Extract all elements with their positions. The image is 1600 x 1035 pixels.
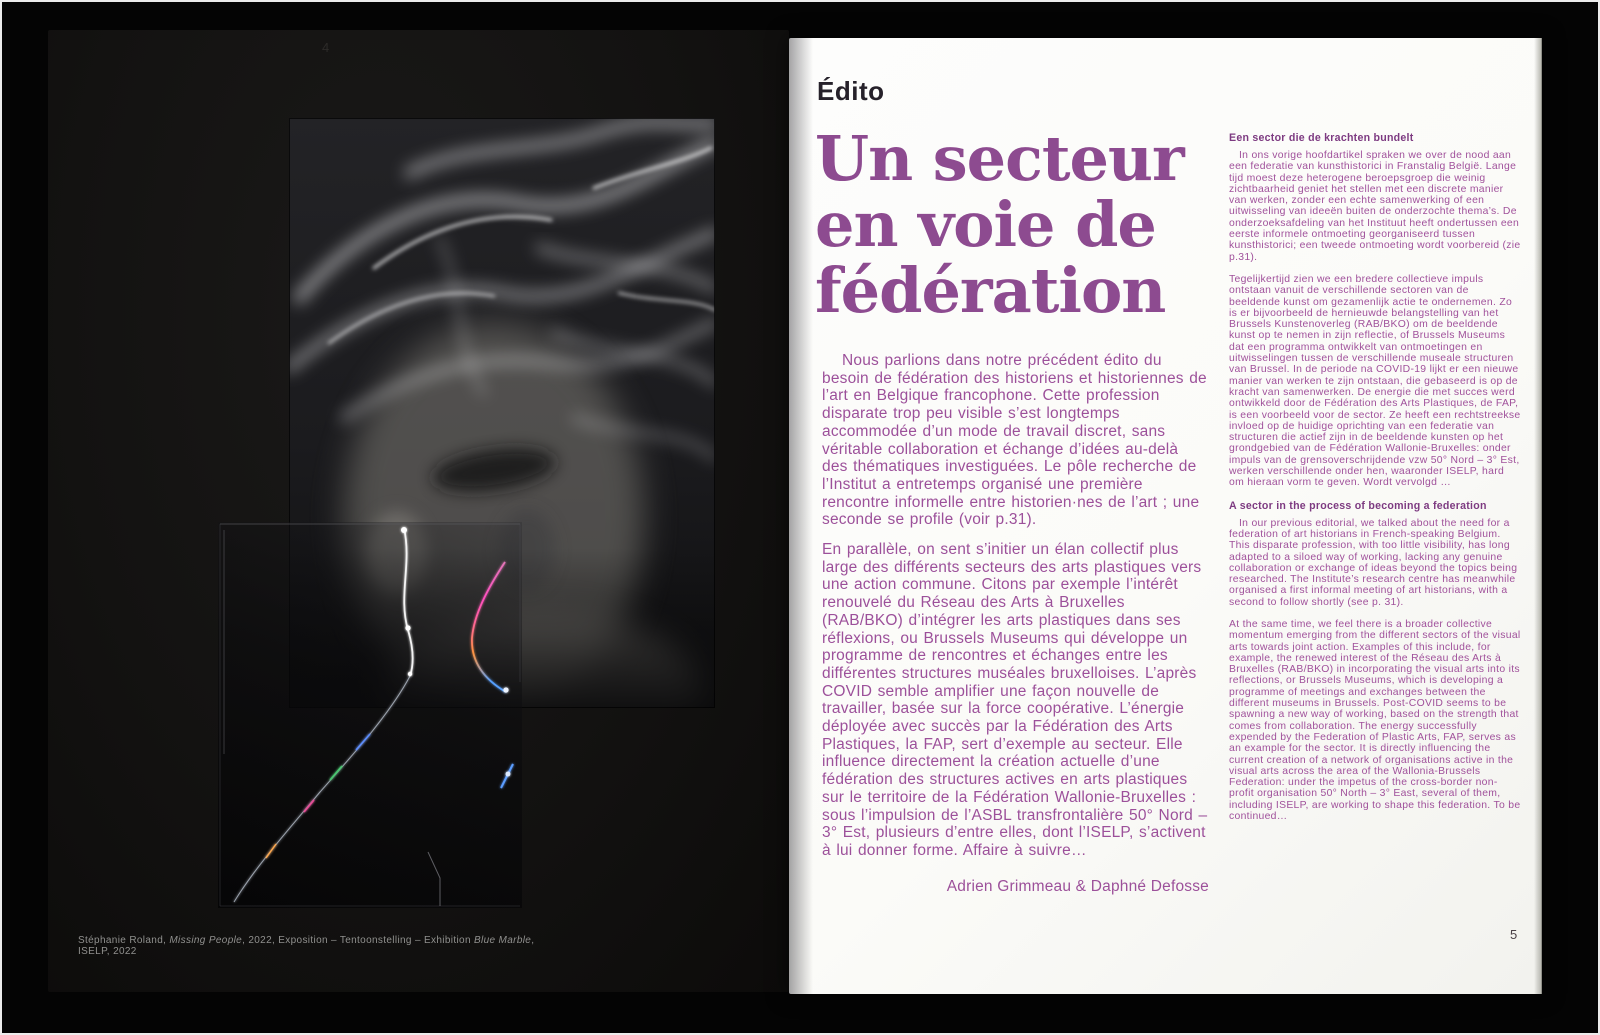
page-stack-edge — [1534, 38, 1542, 994]
article-title — [815, 122, 1235, 327]
english-paragraph-2: At the same time, we feel there is a broader collective momentum emerging from the different sectors of the visual arts towards joint action. Examples of this include, for example, the renewed interest of the Réseau des Arts à Bruxelles (RAB/BKO) in incorporating the visual arts into its reflections, or Brussels Museums, which is developing a programme of meetings and exchanges between the different museums in Brussels. Post-COVID seems to be spawning a new way of working, based on the strength that comes from collaboration. The energy successfully expended by the Federation of Plastic Arts, FAP, serves as an example for the sector. It is directly influencing the current creation of a network of organisations active in the visual arts across the area of the Wallonia-Brussels Federation: under the impetus of the cross-border non-profit organisation 50° North – 3° East, several of them, including ISELP, are working to shape this federation. To be continued… — [1229, 618, 1521, 823]
caption-middle: , 2022, Exposition – Tentoonstelling – Exhibition — [242, 935, 474, 946]
left-page-number: 4 — [322, 40, 330, 55]
french-column — [822, 352, 1209, 896]
title-line-2: en voie de — [815, 188, 1156, 261]
prismatic-cracks — [218, 522, 522, 908]
french-paragraph-2: En parallèle, on sent s’initier un élan collectif plus large des différents secteurs des arts plastiques vers une action commune. Citons par exemple l’intérêt renouvelé du Réseau des Arts à Bruxelles (RAB/BKO) d’intégrer les arts plastiques dans ses réflexions, ou Brussels Museums qui développe un programme de rencontres et échanges entre les différentes structures muséales bruxelloises. L’après COVID semble amplifier une façon nouvelle de travailler, basée sur la force coopérative. L’énergie déployée avec succès par la Fédération des Arts Plastiques, la FAP, sert d’exemple au secteur. Elle influence directement la création actuelle d’une fédération des structures actives en arts plastiques sur le territoire de la Fédération Wallonie-Bruxelles : sous l’impulsion de l’ASBL transfrontalière 50° Nord – 3° Est, plusieurs d’entre elles, dont l’ISELP, s’activent à lui donner forme. Affaire à suivre… — [822, 541, 1208, 859]
dutch-paragraph-1: In ons vorige hoofdartikel spraken we over de nood aan een federatie van kunsthistorici in Franstalig België. Lange tijd moest deze heterogene beroepsgroep die weinig zichtbaarheid geniet het stellen met een discrete manier van werken, zonder een echte samenwerking of een uitwisseling van ideeën buiten de onderzochte thema’s. De onderzoeksafdeling van het Instituut heeft ondertussen een eerste informele ontmoeting georganiseerd tussen kunsthistorici; een tweede ontmoeting wordt voorbereid (zie p.31). — [1229, 150, 1521, 263]
section-kicker: Édito — [817, 76, 885, 106]
cracked-glass-pane — [218, 522, 522, 908]
left-page — [48, 30, 789, 992]
title-line-1: Un secteur — [815, 122, 1184, 195]
dutch-paragraph-2: Tegelijkertijd zien we een bredere collectieve impuls ontstaan vanuit de verschillende sectoren van de beeldende kunst om gezamenlijk actie te ondernemen. Zo is er bijvoorbeeld de hernieuwde belangstelling van het Brussels Kunstenoverleg (RAB/BKO) om de beeldende kunst op te nemen in zijn reflectie, of Brussels Museums dat een programma ontwikkelt van ontmoetingen en uitwisselingen tussen de verschillende museale structuren van Brussel. In de periode na COVID-19 lijkt er een nieuwe manier van werken te zijn ontstaan, die gebaseerd is op de kracht van samenwerken. De energie die met succes werd ontwikkeld door de Fédération des Arts Plastiques, de FAP, is een voorbeeld voor de sector. Ze heeft een rechtstreekse invloed op de huidige oprichting van een federatie van structuren die actief zijn in de beeldende kunsten op het grondgebied van de Fédération Wallonie-Bruxelles: onder impuls van de grensoverschrijdende vzw 50° Nord – 3° Est, werken verschillende onder hen, waaronder ISELP, hard om hieraan vorm te geven. Wordt vervolgd … — [1229, 273, 1521, 489]
artwork-caption — [78, 935, 558, 957]
byline: Adrien Grimmeau & Daphné Defosse — [946, 877, 1209, 895]
english-heading: A sector in the process of becoming a federation — [1229, 499, 1487, 512]
right-page — [789, 38, 1542, 994]
translation-column — [1229, 132, 1521, 833]
right-page-number: 5 — [1510, 927, 1518, 942]
french-paragraph-1: Nous parlions dans notre précédent édito du besoin de fédération des historiens et historiennes de l’art en Belgique francophone. Cette profession disparate trop peu visible s’est longtemps accommodée d’un mode de travail discret, sans véritable collaboration et échange d’idées au-delà des thématiques investiguées. Le pôle recherche de l’Institut a entretemps organisé une première rencontre informelle entre historien·nes de l’art ; une seconde se profile (voir p.31). — [822, 352, 1207, 529]
caption-work-title: Missing People — [169, 935, 243, 946]
title-line-3: fédération — [815, 254, 1166, 327]
english-paragraph-1: In our previous editorial, we talked about the need for a federation of art historians in French-speaking Belgium. This disparate profession, with too little visibility, has long adapted to a siloed way of working, lacking any genuine collaboration or exchange of ideas beyond the topics being researched. The Institute’s research centre has meanwhile organised a first informal meeting of art historians, with a second to follow shortly (see p. 31). — [1229, 517, 1518, 608]
gutter-shadow — [789, 38, 813, 994]
caption-artist: Stéphanie Roland, — [78, 935, 170, 946]
dutch-heading: Een sector die de krachten bundelt — [1229, 132, 1414, 144]
caption-exhibition-title: Blue Marble — [474, 935, 532, 946]
caption-end: , ISELP, 2022 — [78, 935, 535, 957]
